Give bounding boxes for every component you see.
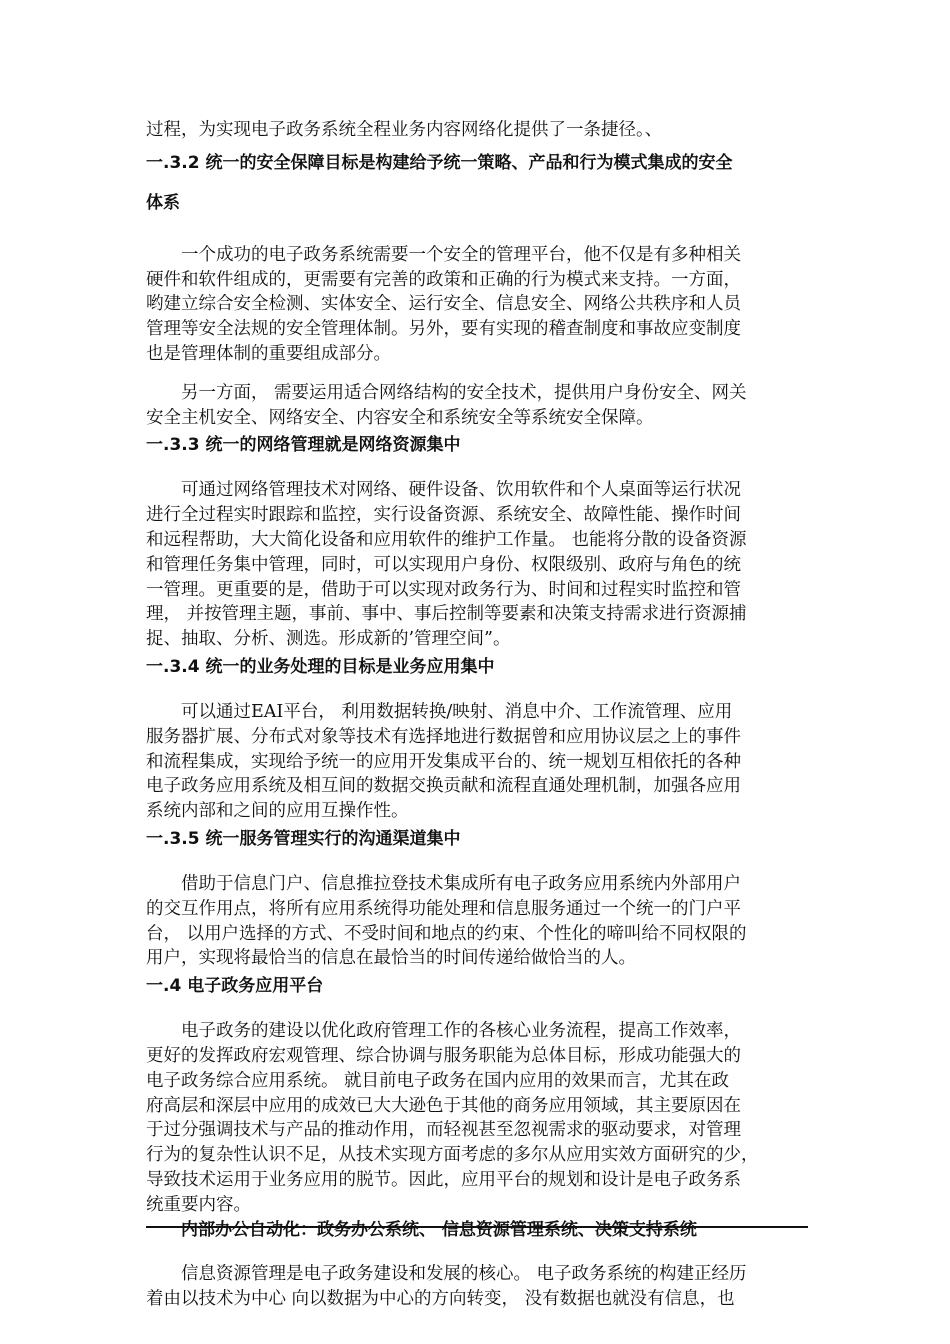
text-line: 导致技术运用于业务应用的脱节。因此，应用平台的规划和设计是电子政务系: [146, 1169, 741, 1190]
text-line: 信息资源管理是电子政务建设和发展的核心。 电子政务系统的构建正经历: [181, 1264, 747, 1285]
paragraph-3: [146, 478, 808, 652]
text-line: 于过分强调技术与产品的推动作用，而轻视甚至忽视需求的驱动要求，对管理: [146, 1120, 741, 1141]
paragraph-1: [146, 243, 808, 367]
text-line: 安全主机安全、网络安全、内容安全和系统安全等系统安全保障。: [146, 407, 654, 428]
paragraph-7: [146, 1262, 808, 1312]
heading-line: 一.3.2 统一的安全保障目标是构建给予统一策略、产品和行为模式集成的安全: [146, 152, 733, 173]
text-line: 服务器扩展、分布式对象等技术有选择地进行数据曾和应用协议层之上的事件: [146, 726, 741, 747]
paragraph-5: [146, 872, 808, 971]
text-line: 用户，实现将最恰当的信息在最恰当的时间传递给做恰当的人。: [146, 948, 636, 969]
text-line: 电子政务应用系统及相互间的数据交换贡献和流程直通处理机制，加强各应用: [146, 776, 741, 797]
text-line: 可以通过EAI平台， 利用数据转换/映射、消息中介、工作流管理、应用: [181, 701, 733, 722]
text-line: 过程，为实现电子政务系统全程业务内容网络化提供了一条捷径。、: [146, 120, 663, 140]
heading-line: 体系: [146, 192, 180, 213]
text-line: 和管理任务集中管理，同时，可以实现用户身份、权限级别、政府与角色的统: [146, 554, 741, 575]
intro-line: [146, 118, 808, 143]
text-line: 可通过网络管理技术对网络、硬件设备、饮用软件和个人桌面等运行状况: [181, 480, 741, 501]
heading-1-3-5: 一.3.5 统一服务管理实行的沟通渠道集中: [146, 828, 461, 849]
text-line: 台， 以用户选择的方式、不受时间和地点的约束、个性化的啼叫给不同权限的: [146, 923, 747, 944]
heading-1-4: 一.4 电子政务应用平台: [146, 976, 324, 997]
office-automation-heading: 内部办公自动化：政务办公系统、 信息资源管理系统、决策支持系统: [181, 1219, 697, 1240]
paragraph-2: [146, 381, 808, 431]
text-line: 一个成功的电子政务系统需要一个安全的管理平台，他不仅是有多种相关: [181, 244, 741, 265]
text-line: 哟建立综合安全检测、实体安全、运行安全、信息安全、网络公共秩序和人员: [146, 294, 741, 315]
text-line: 管理等安全法规的安全管理体制。另外，要有实现的稽查制度和事故应变制度: [146, 319, 741, 340]
text-line: 和流程集成，实现给予统一的应用开发集成平台的、统一规划互相依托的各种: [146, 751, 741, 772]
paragraph-6: [146, 1019, 808, 1217]
text-line: 着由以技术为中心 向以数据为中心的方向转变， 没有数据也就没有信息，也: [146, 1289, 735, 1310]
text-line: 系统内部和之间的应用互操作性。: [146, 801, 409, 822]
heading-1-3-2: [146, 143, 808, 223]
text-line: 更好的发挥政府宏观管理、综合协调与服务职能为总体目标，形成功能强大的: [146, 1045, 741, 1066]
text-line: 借助于信息门户、信息推拉登技术集成所有电子政务应用系统内外部用户: [181, 873, 741, 894]
paragraph-4: [146, 700, 808, 824]
heading-1-3-3: 一.3.3 统一的网络管理就是网络资源集中: [146, 435, 461, 456]
text-line: 也是管理体制的重要组成部分。: [146, 343, 391, 364]
text-line: 一管理。更重要的是，借助于可以实现对政务行为、时间和过程实时监控和管: [146, 579, 741, 600]
heading-1-3-4: 一.3.4 统一的业务处理的目标是业务应用集中: [146, 656, 495, 677]
text-line: 府高层和深层中应用的成效已大大逊色于其他的商务应用领域，其主要原因在: [146, 1095, 741, 1116]
text-line: 进行全过程实时跟踪和监控，实行设备资源、系统安全、故障性能、操作时间: [146, 505, 741, 526]
text-line: 电子政务综合应用系统。 就目前电子政务在国内应用的效果而言，尤其在政: [146, 1070, 730, 1091]
document-body: [146, 118, 808, 1312]
text-line: 电子政务的建设以优化政府管理工作的各核心业务流程，提高工作效率，: [181, 1021, 741, 1042]
text-line: 另一方面， 需要运用适合网络结构的安全技术，提供用户身份安全、网关: [181, 382, 747, 403]
text-line: 统重要内容。: [146, 1194, 251, 1215]
text-line: 的交互作用点，将所有应用系统得功能处理和信息服务通过一个统一的门户平: [146, 898, 741, 919]
text-line: 行为的复杂性认识不足，从技术实现方面考虑的多尔从应用实效方面研究的少，: [146, 1145, 759, 1166]
text-line: 捉、抽取、分析、测选。形成新的’管理空间”。: [146, 629, 511, 650]
footer-rule: [146, 1226, 808, 1228]
text-line: 理， 并按管理主题，事前、事中、事后控制等要素和决策支持需求进行资源捕: [146, 604, 747, 625]
text-line: 硬件和软件组成的，更需要有完善的政策和正确的行为模式来支持。一方面，: [146, 269, 741, 290]
text-line: 和远程帮助，大大简化设备和应用软件的维护工作量。 也能将分散的设备资源: [146, 529, 747, 550]
